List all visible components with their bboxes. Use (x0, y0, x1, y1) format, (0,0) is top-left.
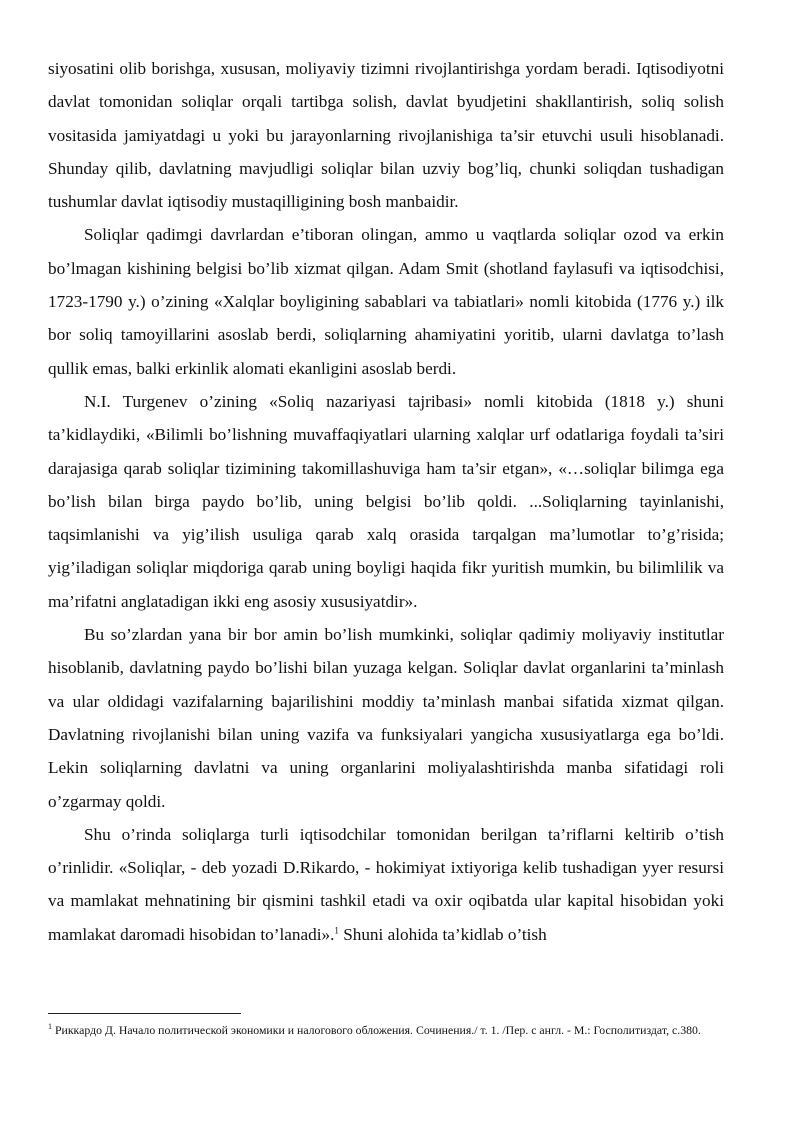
footnote-divider (48, 1013, 241, 1014)
footnote-marker: 1 (48, 1022, 52, 1032)
paragraph-2: Soliqlar qadimgi davrlardan e’tiboran olingan, ammo u vaqtlarda soliqlar ozod va erkin bo’lmagan kishining belgisi bo’lib xizmat qilgan. Adam Smit (shotland faylasufi va iqtisodchisi, 1723-1790 y.) o’zining «Xalqlar boyligining sabablari va tabiatlari» nomli kitobida (1776 y.) ilk bor soliq tamoyillarini asoslab berdi, soliqlarning ahamiyatini yoritib, ularni davlatga to’lash qullik emas, balki erkinlik alomati ekanligini asoslab berdi. (48, 225, 724, 378)
paragraph-5 (48, 818, 724, 951)
document-page (48, 52, 724, 951)
paragraph-1: siyosatini olib borishga, xususan, moliyaviy tizimni rivojlantirishga yordam beradi. Iqtisodiyotni davlat tomonidan soliqlar orqali tartibga solish, davlat byudjetini shakllantirish, soliq solish vositasida jamiyatdagi u yoki bu jarayonlarning rivojlanishiga ta’sir etuvchi usuli hisoblanadi. Shunday qilib, davlatning mavjudligi soliqlar bilan uzviy bog’liq, chunki soliqdan tushadigan tushumlar davlat iqtisodiy mustaqilligining bosh manbaidir. (48, 59, 724, 212)
paragraph-5-tail: Shuni alohida ta’kidlab o’tish (338, 924, 547, 944)
footnote-reference[interactable]: 1 (334, 924, 339, 935)
paragraph-3: N.I. Turgenev o’zining «Soliq nazariyasi tajribasi» nomli kitobida (1818 y.) shuni ta’kidlaydiki, «Bilimli bo’lishning muvaffaqiyatlari ularning xalqlar urf odatlariga foydali ta’siri darajasiga qarab soliqlar tizimining takomillashuviga ham ta’sir etgan», «…soliqlar bilimga ega bo’lish bilan birga paydo bo’lib, uning belgisi bo’lib qoldi. ...Soliqlarning tayinlanishi, taqsimlanishi va yig’ilish usuliga qarab xalq orasida tarqalgan ma’lumotlar to’g’risida; yig’iladigan soliqlar miqdoriga qarab uning boyligi haqida fikr yuritish mumkin, bu bilimlilik va ma’rifatni anglatadigan ikki eng asosiy xususiyatdir». (48, 391, 724, 611)
footnote (48, 1022, 724, 1039)
paragraph-4: Bu so’zlardan yana bir bor amin bo’lish mumkinki, soliqlar qadimiy moliyaviy institutlar hisoblanib, davlatning paydo bo’lishi bilan yuzaga kelgan. Soliqlar davlat organlarini ta’minlash va ular oldidagi vazifalarning bajarilishini moddiy ta’minlash manbai sifatida xizmat qilgan. Davlatning rivojlanishi bilan uning vazifa va funksiyalari yangicha xususiyatlarga ega bo’ldi. Lekin soliqlarning davlatni va uning organlarini moliyalashtirishda manba sifatidagi roli o’zgarmay qoldi. (48, 625, 724, 811)
paragraph-5-text: Shu o’rinda soliqlarga turli iqtisodchilar tomonidan berilgan ta’riflarni keltirib o’tish o’rinlidir. «Soliqlar, - deb yozadi D.Rikardo, - hokimiyat ixtiyoriga kelib tushadigan yyer resursi va mamlakat mehnatining bir qismini tashkil etadi va oxir oqibatda ular kapital hisobidan yoki mamlakat daromadi hisobidan to’lanadi». (48, 824, 724, 944)
footnote-text: Риккардо Д. Начало политической экономики и налогового обложения. Сочинения./ т. 1. /Пер. с англ. - М.: Госполитиздат, с.380. (52, 1023, 701, 1037)
